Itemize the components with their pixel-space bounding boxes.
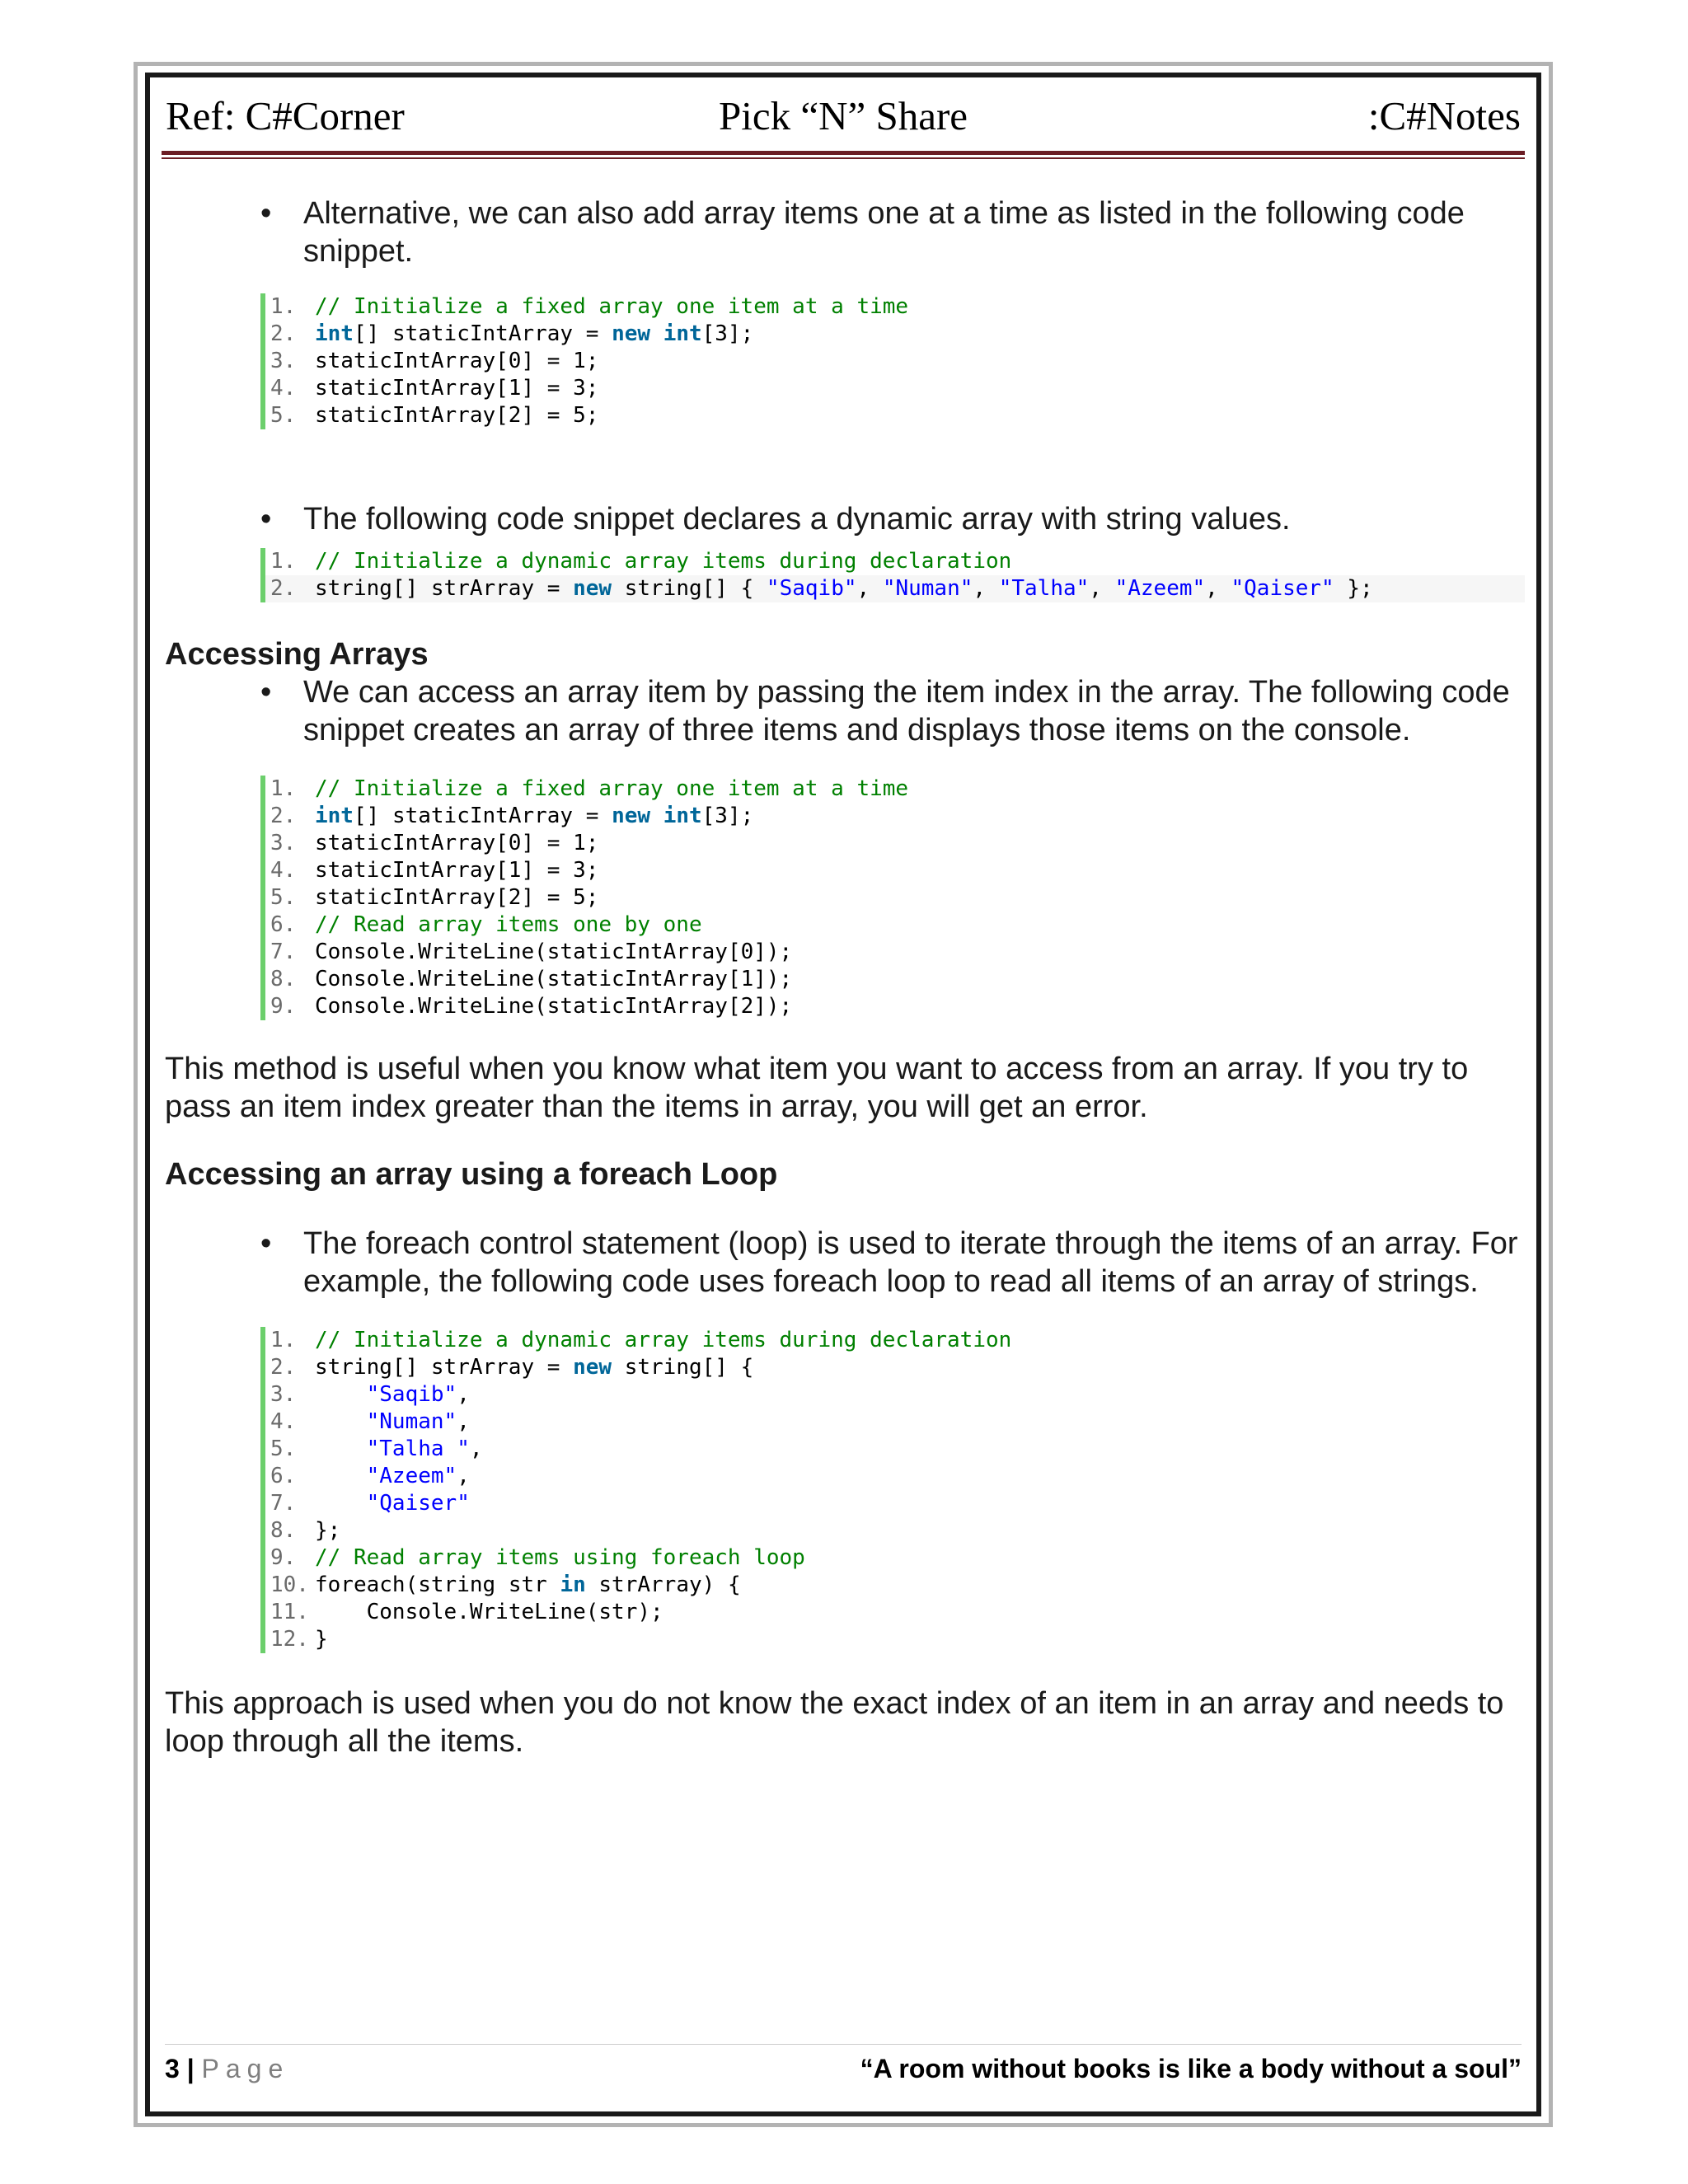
code-line [265,293,1525,321]
bullet-text: We can access an array item by passing the item index in the array. The following code snippet creates an array of three items and displays those items on the console. [303,675,1510,748]
page-number-block [165,2054,289,2084]
line-number: 3. [270,831,297,855]
code-text: // Initialize a dynamic array items during declaration [315,549,1012,574]
code-snippet [260,1327,1525,1653]
page-footer [165,2054,1522,2090]
code-line [265,939,1525,966]
code-text: "Qaiser" [366,1491,470,1516]
code-text: // Initialize a dynamic array items during declaration [315,1328,1012,1352]
paragraph: This approach is used when you do not know the exact index of an item in an array and needs to loop through all the items. [165,1686,1504,1759]
bullet-icon: • [260,1226,272,1261]
code-line [265,548,1525,575]
bullet-icon: • [260,675,272,710]
footer-quote: “A room without books is like a body without a soul” [860,2054,1522,2083]
code-text: } [315,1627,328,1652]
page-number: 3 [165,2054,180,2083]
page-separator: | [186,2054,195,2083]
bullet-text: Alternative, we can also add array items one at a time as listed in the following code snippet. [303,196,1465,269]
code-line [265,1626,1525,1653]
code-snippet [260,293,1525,429]
bullet-icon: • [260,502,272,537]
code-text: staticIntArray[1] = 3; [315,858,599,883]
line-number: 12. [270,1627,309,1652]
code-line [265,1572,1525,1599]
code-line [265,1490,1525,1517]
bullet-item [165,673,1525,749]
code-text: staticIntArray[1] = 3; [315,376,599,401]
code-text: int[] staticIntArray = new int[3]; [315,321,754,346]
code-line [265,402,1525,429]
code-text: Console.WriteLine(staticIntArray[1]); [315,967,793,991]
code-line [265,803,1525,830]
code-line [265,348,1525,375]
code-line [265,966,1525,993]
line-number: 4. [270,1409,297,1434]
line-number: 8. [270,967,297,991]
line-number: 2. [270,321,297,346]
code-text: // Initialize a fixed array one item at a time [315,776,909,801]
line-number: 9. [270,1545,297,1570]
code-line [265,1408,1525,1436]
line-number: 2. [270,1355,297,1380]
code-line [265,912,1525,939]
paragraph: This method is useful when you know what item you want to access from an array. If you try to pass an item index greater than the items in array, you will get an error. [165,1052,1469,1124]
code-text: }; [315,1518,341,1543]
line-number: 7. [270,1491,297,1516]
line-number: 3. [270,349,297,373]
line-number: 6. [270,1464,297,1488]
code-text: staticIntArray[0] = 1; [315,831,599,855]
footer-rule [165,2044,1522,2045]
header-notes: :C#Notes [1367,93,1521,138]
line-number: 2. [270,576,297,601]
code-text: int[] staticIntArray = new int[3]; [315,804,754,828]
header-rule-thick [162,151,1525,155]
header-title: Pick “N” Share [718,93,968,138]
section-heading: Accessing Arrays [165,637,429,672]
page-label: Page [201,2054,290,2083]
code-line [265,1463,1525,1490]
bullet-item [165,500,1525,538]
code-line [265,575,1525,602]
code-text: staticIntArray[0] = 1; [315,349,599,373]
header-rule-thin [162,157,1525,159]
line-number: 1. [270,776,297,801]
line-number: 7. [270,940,297,964]
code-text: staticIntArray[2] = 5; [315,403,599,428]
line-number: 1. [270,549,297,574]
code-snippet [260,776,1525,1020]
bullet-text: The following code snippet declares a dynamic array with string values. [303,502,1291,537]
code-text: // Read array items using foreach loop [315,1545,805,1570]
code-text: string[] strArray = new string[] { "Saqib", "Numan", "Talha", "Azeem", "Qaiser" }; [315,576,1373,601]
code-line [265,1381,1525,1408]
bullet-icon: • [260,196,272,231]
code-line [265,321,1525,348]
code-line [265,830,1525,857]
code-line [265,1327,1525,1354]
code-line [265,1599,1525,1626]
line-number: 1. [270,1328,297,1352]
code-line [265,375,1525,402]
code-line [265,884,1525,912]
page-header [166,92,1521,150]
bullet-text: The foreach control statement (loop) is used to iterate through the items of an array. For example, the following code uses foreach loop to read all items of an array of strings. [303,1226,1518,1299]
code-text: // Initialize a fixed array one item at a time [315,294,909,319]
code-text: "Talha ", [366,1436,483,1461]
code-text: "Saqib", [366,1382,470,1407]
code-line [265,993,1525,1020]
code-text: Console.WriteLine(str); [366,1600,663,1624]
line-number: 5. [270,403,297,428]
line-number: 4. [270,376,297,401]
line-number: 5. [270,885,297,910]
code-text: // Read array items one by one [315,912,702,937]
line-number: 3. [270,1382,297,1407]
code-snippet [260,548,1525,602]
line-number: 6. [270,912,297,937]
line-number: 4. [270,858,297,883]
header-ref: Ref: C#Corner [166,93,405,138]
line-number: 10. [270,1572,309,1597]
line-number: 1. [270,294,297,319]
code-line [265,1354,1525,1381]
page-content [165,194,1525,1760]
code-text: foreach(string str in strArray) { [315,1572,741,1597]
line-number: 11. [270,1600,309,1624]
line-number: 2. [270,804,297,828]
code-line [265,1517,1525,1544]
code-text: Console.WriteLine(staticIntArray[0]); [315,940,793,964]
code-text: "Azeem", [366,1464,470,1488]
code-text: "Numan", [366,1409,470,1434]
line-number: 8. [270,1518,297,1543]
bullet-item [165,1225,1525,1301]
line-number: 5. [270,1436,297,1461]
code-line [265,857,1525,884]
code-line [265,1544,1525,1572]
section-heading: Accessing an array using a foreach Loop [165,1157,778,1192]
bullet-item [165,194,1525,270]
code-text: string[] strArray = new string[] { [315,1355,754,1380]
line-number: 9. [270,994,297,1019]
code-text: staticIntArray[2] = 5; [315,885,599,910]
code-line [265,776,1525,803]
code-text: Console.WriteLine(staticIntArray[2]); [315,994,793,1019]
code-line [265,1436,1525,1463]
